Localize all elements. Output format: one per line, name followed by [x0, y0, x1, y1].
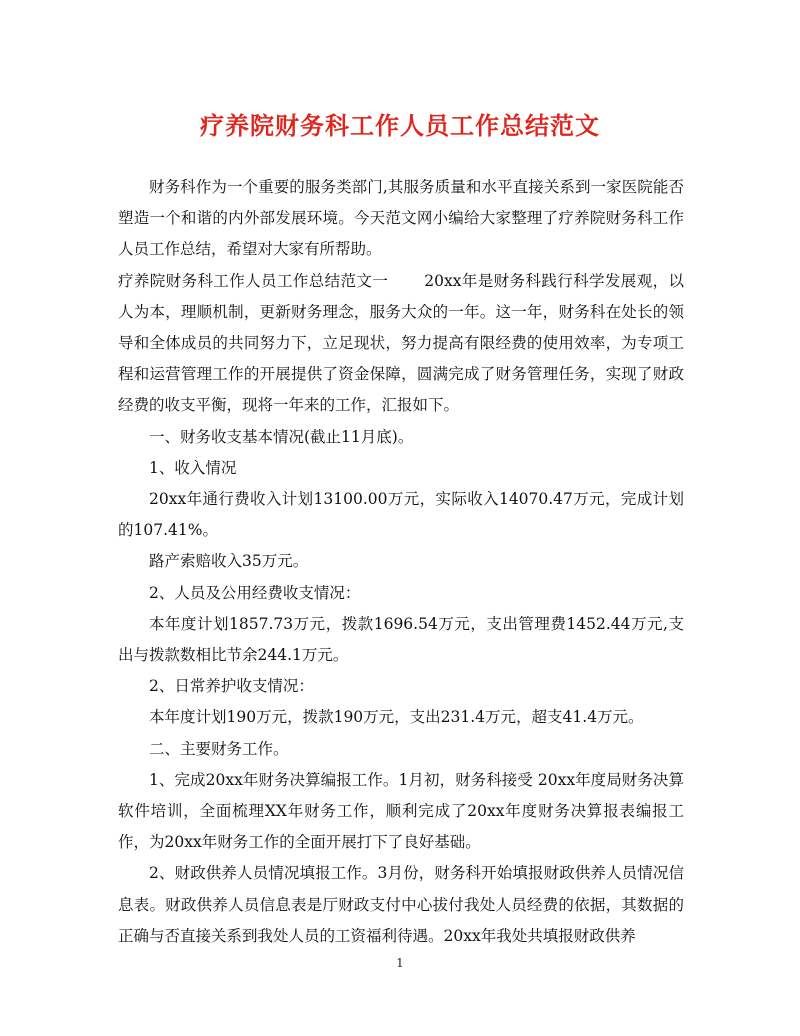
subheading-income: 1、收入情况: [149, 458, 237, 477]
document-title: 疗养院财务科工作人员工作总结范文: [200, 111, 600, 140]
document-body: [118, 172, 684, 952]
maintenance-paragraph: 本年度计划190万元，拨款190万元，支出231.4万元，超支41.4万元。: [149, 708, 644, 727]
subheading-personnel: 2、人员及公用经费收支情况：: [149, 583, 361, 602]
intro-paragraph: 财务科作为一个重要的服务类部门,其服务质量和水平直接关系到一家医院能否塑造一个和谐的内外部发展环境。今天范文网小编给大家整理了疗养院财务科工作人员工作总结，希望对大家有所帮助。: [118, 178, 684, 259]
subheading-maintenance: 2、日常养护收支情况：: [149, 677, 314, 696]
page-number: 1: [396, 956, 404, 970]
personnel-paragraph: 本年度计划1857.73万元，拨款1696.54万元，支出管理费1452.44万元,支出与拨款数相比节余244.1万元。: [118, 614, 684, 665]
claim-paragraph: 路产索赔收入35万元。: [149, 552, 309, 571]
sample-heading: 疗养院财务科工作人员工作总结范文一: [118, 271, 389, 290]
sample-intro: 20xx年是财务科践行科学发展观，以人为本，理顺机制，更新财务理念，服务大众的一年。这一年，财务科在处长的领导和全体成员的共同努力下，立足现状，努力提高有限经费的使用效率，为专项工程和运营管理工作的开展提供了资金保障，圆满完成了财务管理任务，实现了财政经费的收支平衡，现将一年来的工作，汇报如下。: [118, 271, 684, 415]
work-paragraph-1: 1、完成20xx年财务决算编报工作。1月初，财务科接受 20xx年度局财务决算软件培训，全面梳理XX年财务工作，顺利完成了20xx年度财务决算报表编报工作，为20xx年财务工作的全面开展打下了良好基础。: [118, 770, 684, 852]
section-heading-1: 一、财务收支基本情况(截止11月底)。: [149, 427, 414, 446]
work-paragraph-2: 2、财政供养人员情况填报工作。3月份，财务科开始填报财政供养人员情况信息表。财政供养人员信息表是厅财政支付中心拔付我处人员经费的依据，其数据的正确与否直接关系到我处人员的工资福利待遇。20xx年我处共填报财政供养: [118, 864, 684, 945]
sample-paragraph: [118, 266, 684, 422]
income-paragraph: 20xx年通行费收入计划13100.00万元，实际收入14070.47万元，完成计划的107.41%。: [118, 490, 684, 540]
section-heading-2: 二、主要财务工作。: [149, 739, 289, 758]
